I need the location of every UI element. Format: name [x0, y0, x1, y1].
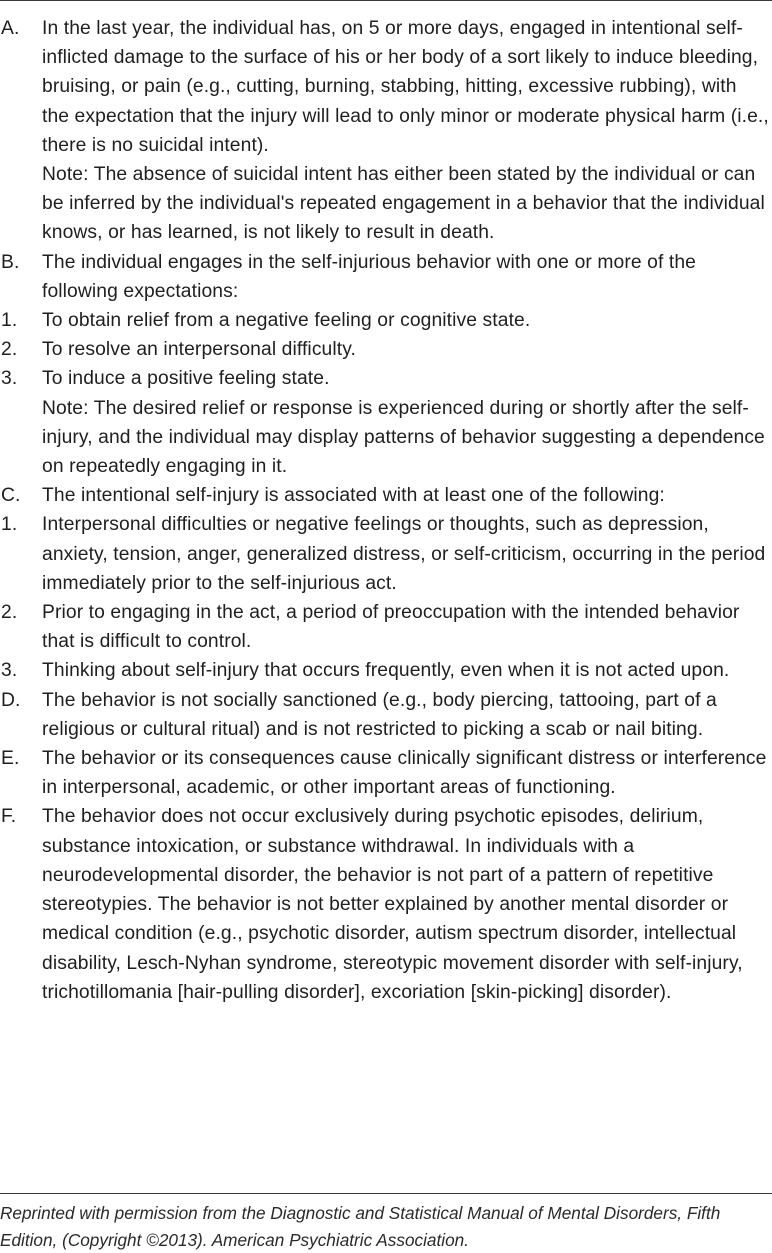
- sub-criterion-text: Prior to engaging in the act, a period of preoccupation with the intended behavior that is difficult to control.: [42, 602, 740, 653]
- criterion-c-3: [0, 656, 772, 685]
- criterion-label: C.: [1, 485, 21, 507]
- top-rule: [0, 0, 772, 1]
- sub-criterion-label: 1.: [1, 514, 18, 536]
- criterion-text: The behavior or its consequences cause clinically significant distress or interference in interpersonal, academic, or other important areas of functioning.: [42, 748, 767, 799]
- criterion-f: [0, 802, 772, 1006]
- criterion-text: The behavior does not occur exclusively during psychotic episodes, delirium, substance intoxication, or substance withdrawal. In individuals with a neurodevelopmental disorder, the behavior is not part of a pattern of repetitive stereotypies. The behavior is not better explained by another mental disorder or medical condition (e.g., psychotic disorder, autism spectrum disorder, intellectual disability, Lesch-Nyhan syndrome, stereotypic movement disorder with self-injury, trichotillomania [hair-pulling disorder], excoriation [skin-picking] disorder).: [42, 806, 743, 1003]
- criterion-b-1: [0, 306, 772, 335]
- criterion-label: D.: [1, 689, 21, 711]
- criterion-b-3: [0, 364, 772, 393]
- criterion-text: The behavior is not socially sanctioned (e.g., body piercing, tattooing, part of a religious or cultural ritual) and is not restricted to picking a scab or nail biting.: [42, 689, 717, 740]
- criterion-c-1: [0, 510, 772, 598]
- sub-criterion-text: Thinking about self-injury that occurs frequently, even when it is not acted upon.: [42, 660, 730, 682]
- criterion-b: [0, 248, 772, 306]
- sub-criterion-label: 2.: [1, 602, 18, 624]
- citation-footnote: Reprinted with permission from the Diagnostic and Statistical Manual of Mental Disorders, Fifth Edition, (Copyright ©2013). American Psychiatric Association.: [0, 1203, 721, 1250]
- sub-criterion-text: To resolve an interpersonal difficulty.: [42, 339, 356, 361]
- criterion-text: The intentional self-injury is associated with at least one of the following:: [42, 485, 665, 507]
- sub-criterion-text: To obtain relief from a negative feeling or cognitive state.: [42, 310, 531, 332]
- criterion-note: Note: The absence of suicidal intent has either been stated by the individual or can be inferred by the individual's repeated engagement in a behavior that the individual knows, or has learned, is not likely to result in death.: [42, 164, 765, 244]
- criterion-label: E.: [1, 748, 20, 770]
- sub-criterion-label: 3.: [1, 660, 18, 682]
- criterion-text: The individual engages in the self-injurious behavior with one or more of the following expectations:: [42, 251, 696, 302]
- criterion-label: A.: [1, 18, 20, 39]
- criterion-b-note: [0, 394, 772, 482]
- sub-criterion-label: 3.: [1, 368, 18, 390]
- criterion-text: In the last year, the individual has, on 5 or more days, engaged in intentional self-inflicted damage to the surface of his or her body of a sort likely to induce bleeding, bruising, or pain (e.g., cutting, burning, stabbing, hitting, excessive rubbing), with the expectation that the injury will lead to only minor or moderate physical harm (i.e., there is no suicidal intent).: [42, 18, 769, 156]
- sub-criterion-label: 2.: [1, 339, 18, 361]
- criterion-b-2: [0, 335, 772, 364]
- criterion-a-note: [0, 160, 772, 248]
- criterion-label: B.: [1, 251, 20, 273]
- criterion-c: [0, 481, 772, 510]
- sub-criterion-label: 1.: [1, 310, 18, 332]
- criterion-d: [0, 686, 772, 744]
- criterion-e: [0, 744, 772, 802]
- bottom-rule: [0, 1193, 772, 1194]
- sub-criterion-text: To induce a positive feeling state.: [42, 368, 330, 390]
- criterion-c-2: [0, 598, 772, 656]
- sub-criterion-text: Interpersonal difficulties or negative feelings or thoughts, such as depression, anxiety, tension, anger, generalized distress, or self-criticism, occurring in the period immediately prior to the self-injurious act.: [42, 514, 766, 594]
- criterion-label: F.: [1, 806, 17, 828]
- criterion-note: Note: The desired relief or response is experienced during or shortly after the self-injury, and the individual may display patterns of behavior suggesting a dependence on repeatedly engaging in it.: [42, 397, 765, 478]
- criterion-a: [0, 14, 772, 160]
- criteria-list: [0, 14, 772, 1007]
